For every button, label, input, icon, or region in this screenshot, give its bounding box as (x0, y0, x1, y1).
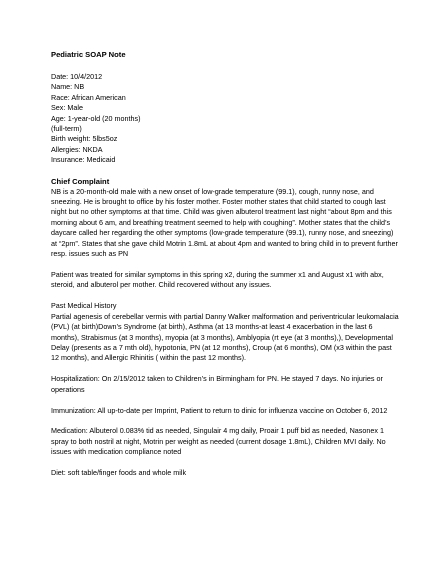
info-date: Date: 10/4/2012 (51, 72, 103, 81)
info-term: (full-term) (51, 124, 82, 134)
chief-complaint-heading: Chief Complaint (51, 176, 110, 186)
medication-text: Medication: Albuterol 0.083% tid as needed, Singulair 4 mg daily, Proair 1 puff bid as needed, Nasonex 1 spray to both nostril at night, Motrin per weight as needed (current dosage 1.8mL), Children MVI daily. No issues with medication compliance noted (51, 426, 386, 457)
info-sex: Sex: Male (51, 103, 83, 113)
previous-treatment-text: Patient was treated for similar symptoms in this spring x2, during the summer x1 and August x1 with abx, steroid, and albuterol per mother. Child recovered without any issues. (51, 270, 384, 290)
hospitalization-text: Hospitalization: On 2/15/2012 taken to Children’s in Birmingham for PN. He stayed 7 days. No injuries or operations (51, 374, 383, 394)
past-medical-history-heading: Past Medical History (51, 301, 117, 311)
info-race: Race: African American (51, 92, 126, 102)
diet-text: Diet: soft table/finger foods and whole milk (51, 468, 187, 478)
past-medical-history-text: Partial agenesis of cerebellar vermis with partial Danny Walker malformation and periventricular leukomalacia (PVL) (at birth)Down’s Syndrome (at birth), Asthma (at 13 months-at least 4 exacerbation in the last 6 months), Strabismus (at 3 months), myopia (at 3 months), Amblyopia (rt eye (at 3 months),), Developmental Delay (presents as a 7 mth old), hypotonia, PN (at 12 months), Croup (at 6 months), OM (x3 within the past 12 months), and Allergic Rhinitis ( within the past 12 months). (51, 311, 399, 363)
info-insurance: Insurance: Medicaid (51, 155, 116, 165)
info-name: Name: NB (51, 82, 85, 92)
immunization-text: Immunization: All up-to-date per Imprint, Patient to return to dinic for influenza vaccine on October 6, 2012 (51, 405, 388, 415)
document-title: Pediatric SOAP Note (51, 50, 126, 59)
info-birth-weight: Birth weight: 5lbs5oz (51, 134, 118, 144)
patient-info-block (51, 72, 400, 166)
chief-complaint-text: NB is a 20-month-old male with a new onset of low-grade temperature (99.1), cough, runny nose, and sneezing. He is brought to office by his foster mother. Foster mother states that child started to cough last night but no other symptoms at that time. Child was given albuterol treatment last night “about 8pm and this morning about 6 am, and breathing treatment seemed to help with coughing”. Mother states that the child’s daycare called her regarding the other symptoms (low-grade temperature (99.1), runny nose, and sneezing) at “2pm”. States that she gave child Motrin 1.8mL at about 4pm and wanted to bring child in to prevent further resp. issues such as PN (51, 186, 398, 259)
info-age: Age: 1-year-old (20 months) (51, 113, 141, 123)
info-allergies: Allergies: NKDA (51, 144, 103, 154)
